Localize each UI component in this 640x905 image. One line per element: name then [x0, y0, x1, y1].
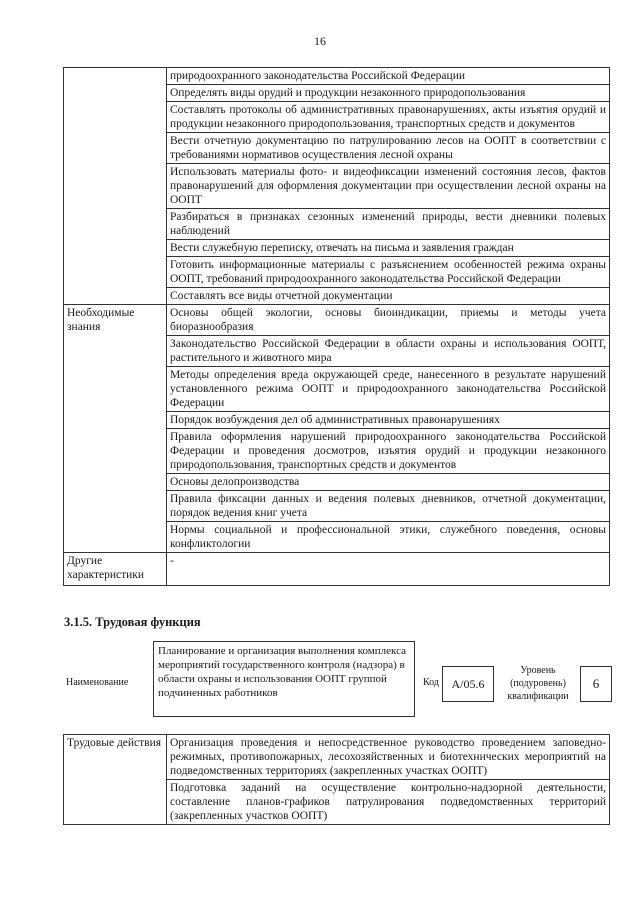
code-value: A/05.6	[451, 677, 485, 691]
skill-item: Определять виды орудий и продукции незаконного природопользования	[167, 85, 610, 102]
name-label: Наименование	[66, 677, 129, 688]
knowledge-item: Порядок возбуждения дел об административных правонарушениях	[167, 412, 610, 429]
knowledge-item: Основы общей экологии, основы биоиндикации, приемы и методы учета биоразнообразия	[167, 305, 610, 336]
function-name: Планирование и организация выполнения комплекса мероприятий государственного контроля (надзора) в области охраны и использования ООПТ группой подчиненных работников	[158, 645, 406, 699]
level-box	[580, 666, 612, 702]
skills-label-cell	[64, 68, 167, 305]
actions-table	[63, 734, 610, 825]
skill-item: Разбираться в признаках сезонных изменений природы, вести дневники полевых наблюдений	[167, 209, 610, 240]
other-value: -	[167, 553, 610, 586]
skill-item: Использовать материалы фото- и видеофиксации изменений состояния лесов, фактов правонарушений для оформления документации при осуществлении лесной охраны на ООПТ	[167, 164, 610, 209]
level-value: 6	[592, 676, 600, 691]
knowledge-label: Необходимые знания	[64, 305, 167, 553]
actions-label: Трудовые действия	[64, 735, 167, 825]
action-item: Организация проведения и непосредственное руководство проведением заповедно-режимных, противопожарных, лесохозяйственных и биотехнических мероприятий на подведомственных территориях (закрепленных участках ООПТ)	[167, 735, 610, 780]
action-item: Подготовка заданий на осуществление контрольно-надзорной деятельности, составление планов-графиков патрулирования подведомственных территорий (закрепленных участков ООПТ)	[167, 780, 610, 825]
level-label: Уровень (подуровень) квалификации	[507, 665, 569, 702]
function-name-box	[153, 641, 415, 717]
knowledge-item: Законодательство Российской Федерации в области охраны и использования ООПТ, растительного и животного мира	[167, 336, 610, 367]
knowledge-item: Правила фиксации данных и ведения полевых дневников, отчетной документации, порядок ведения книг учета	[167, 491, 610, 522]
knowledge-item: Методы определения вреда окружающей среде, нанесенного в результате нарушений установленного режима ООПТ и природоохранного законодательства Российской Федерации	[167, 367, 610, 412]
skill-item: Составлять протоколы об административных правонарушениях, акты изъятия орудий и продукции незаконного природопользования, транспортных средств и документов	[167, 102, 610, 133]
code-label: Код	[423, 677, 439, 688]
code-box	[442, 666, 494, 702]
skills-section	[64, 68, 610, 305]
section-title: 3.1.5. Трудовая функция	[64, 615, 201, 629]
other-label: Другие характеристики	[64, 553, 167, 586]
skill-item: Вести отчетную документацию по патрулированию лесов на ООПТ в соответствии с требованиями нормативов осуществления лесной охраны	[167, 133, 610, 164]
competency-table	[63, 67, 610, 586]
skill-item: природоохранного законодательства Российской Федерации	[167, 68, 610, 85]
knowledge-item: Правила оформления нарушений природоохранного законодательства Российской Федерации и проведения досмотров, изъятия орудий и продукции незаконного природопользования, транспортных средств и документов	[167, 429, 610, 474]
page-number: 16	[314, 34, 326, 48]
skill-item: Готовить информационные материалы с разъяснением особенностей режима охраны ООПТ, требований природоохранного законодательства Российской Федерации	[167, 257, 610, 288]
knowledge-item: Основы делопроизводства	[167, 474, 610, 491]
knowledge-section	[64, 305, 610, 553]
other-section	[64, 553, 610, 586]
knowledge-item: Нормы социальной и профессиональной этики, служебного поведения, основы конфликтологии	[167, 522, 610, 553]
skill-item: Составлять все виды отчетной документации	[167, 288, 610, 305]
skill-item: Вести служебную переписку, отвечать на письма и заявления граждан	[167, 240, 610, 257]
